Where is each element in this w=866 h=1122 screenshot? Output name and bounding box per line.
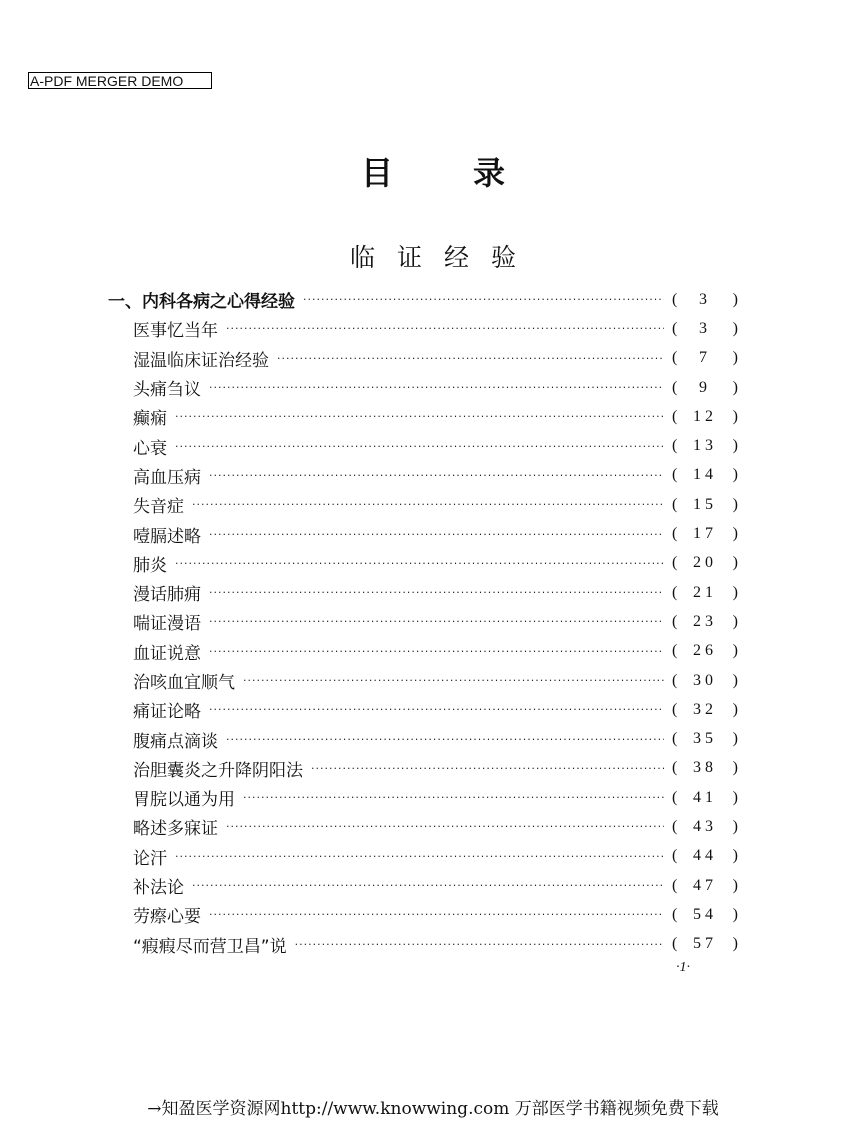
toc-label: 漫话肺痈 bbox=[133, 585, 201, 606]
dot-leader bbox=[243, 791, 664, 804]
footer-text: →知盈医学资源网http://www.knowwing.com 万部医学书籍视频免费下载 bbox=[147, 1099, 719, 1119]
toc-page-number: ( 15 ) bbox=[672, 495, 738, 513]
toc-entry[interactable] bbox=[108, 490, 738, 519]
toc-label: 论汗 bbox=[133, 848, 167, 869]
toc-entry[interactable] bbox=[108, 695, 738, 724]
toc-label: 心衰 bbox=[133, 438, 167, 459]
dot-leader bbox=[226, 820, 664, 833]
toc-entry[interactable] bbox=[108, 900, 738, 929]
table-of-contents bbox=[108, 285, 738, 959]
toc-entry[interactable] bbox=[108, 519, 738, 548]
toc-page-number: ( 14 ) bbox=[672, 466, 738, 484]
toc-entry[interactable] bbox=[108, 549, 738, 578]
toc-entry[interactable] bbox=[108, 607, 738, 636]
toc-entry[interactable] bbox=[108, 344, 738, 373]
toc-label: 噎膈述略 bbox=[133, 526, 201, 547]
toc-page-number: ( 57 ) bbox=[672, 935, 738, 953]
toc-label: “瘕瘕尽而营卫昌”说 bbox=[133, 936, 287, 957]
dot-leader bbox=[226, 322, 664, 335]
toc-page-number: ( 23 ) bbox=[672, 612, 738, 630]
toc-page-number: ( 41 ) bbox=[672, 788, 738, 806]
toc-page-number: ( 35 ) bbox=[672, 730, 738, 748]
toc-page-number: ( 47 ) bbox=[672, 876, 738, 894]
toc-label: 头痛刍议 bbox=[133, 380, 201, 401]
toc-page-number: ( 43 ) bbox=[672, 817, 738, 835]
toc-entry[interactable] bbox=[108, 754, 738, 783]
dot-leader bbox=[209, 528, 664, 541]
toc-page-number: ( 26 ) bbox=[672, 642, 738, 660]
toc-entry[interactable] bbox=[108, 842, 738, 871]
toc-entry[interactable] bbox=[108, 871, 738, 900]
toc-page-number: ( 20 ) bbox=[672, 554, 738, 572]
dot-leader bbox=[209, 615, 664, 628]
page-title: 目录 bbox=[360, 154, 585, 192]
dot-leader bbox=[175, 557, 664, 570]
dot-leader bbox=[175, 410, 664, 423]
toc-section-heading[interactable] bbox=[108, 285, 738, 314]
toc-label: 失音症 bbox=[133, 497, 184, 518]
toc-entry[interactable] bbox=[108, 666, 738, 695]
dot-leader bbox=[192, 498, 664, 511]
dot-leader bbox=[209, 469, 664, 482]
toc-label: 劳瘵心要 bbox=[133, 907, 201, 928]
toc-label: 喘证漫语 bbox=[133, 614, 201, 635]
toc-page-number: ( 9 ) bbox=[672, 378, 738, 396]
watermark-label: A-PDF MERGER DEMO bbox=[28, 72, 212, 89]
toc-page-number: ( 13 ) bbox=[672, 437, 738, 455]
toc-label: 略述多寐证 bbox=[133, 819, 218, 840]
toc-entry[interactable] bbox=[108, 812, 738, 841]
toc-label: 肺炎 bbox=[133, 555, 167, 576]
toc-entry[interactable] bbox=[108, 724, 738, 753]
toc-page-number: ( 17 ) bbox=[672, 525, 738, 543]
toc-label: 一、内科各病之心得经验 bbox=[108, 292, 295, 313]
dot-leader bbox=[311, 762, 664, 775]
dot-leader bbox=[226, 733, 664, 746]
dot-leader bbox=[175, 440, 664, 453]
toc-label: 胃脘以通为用 bbox=[133, 790, 235, 811]
toc-label: 医事忆当年 bbox=[133, 321, 218, 342]
toc-label: 治胆囊炎之升降阴阳法 bbox=[133, 760, 303, 781]
toc-page-number: ( 21 ) bbox=[672, 583, 738, 601]
toc-page-number: ( 3 ) bbox=[672, 290, 738, 308]
dot-leader bbox=[175, 850, 664, 863]
dot-leader bbox=[209, 586, 664, 599]
toc-entry[interactable] bbox=[108, 314, 738, 343]
toc-page-number: ( 7 ) bbox=[672, 349, 738, 367]
dot-leader bbox=[209, 908, 664, 921]
toc-label: 痛证论略 bbox=[133, 702, 201, 723]
toc-label: 湿温临床证治经验 bbox=[133, 350, 269, 371]
toc-page-number: ( 3 ) bbox=[672, 319, 738, 337]
toc-page-number: ( 30 ) bbox=[672, 671, 738, 689]
toc-label: 腹痛点滴谈 bbox=[133, 731, 218, 752]
dot-leader bbox=[192, 879, 664, 892]
dot-leader bbox=[303, 293, 664, 306]
toc-label: 癫痫 bbox=[133, 409, 167, 430]
toc-entry[interactable] bbox=[108, 637, 738, 666]
dot-leader bbox=[295, 938, 664, 951]
toc-entry[interactable] bbox=[108, 930, 738, 959]
dot-leader bbox=[209, 703, 664, 716]
toc-page-number: ( 12 ) bbox=[672, 407, 738, 425]
toc-entry[interactable] bbox=[108, 783, 738, 812]
dot-leader bbox=[209, 645, 664, 658]
toc-entry[interactable] bbox=[108, 578, 738, 607]
section-subtitle: 临证经验 bbox=[349, 243, 538, 272]
toc-page-number: ( 38 ) bbox=[672, 759, 738, 777]
toc-page-number: ( 54 ) bbox=[672, 905, 738, 923]
dot-leader bbox=[243, 674, 664, 687]
toc-page-number: ( 32 ) bbox=[672, 700, 738, 718]
page-folio: ·1· bbox=[676, 960, 690, 975]
toc-entry[interactable] bbox=[108, 431, 738, 460]
toc-label: 高血压病 bbox=[133, 467, 201, 488]
dot-leader bbox=[209, 381, 664, 394]
toc-entry[interactable] bbox=[108, 373, 738, 402]
toc-label: 补法论 bbox=[133, 878, 184, 899]
toc-entry[interactable] bbox=[108, 461, 738, 490]
toc-entry[interactable] bbox=[108, 402, 738, 431]
toc-page-number: ( 44 ) bbox=[672, 847, 738, 865]
dot-leader bbox=[277, 352, 664, 365]
toc-label: 治咳血宜顺气 bbox=[133, 673, 235, 693]
toc-label: 血证说意 bbox=[133, 643, 201, 664]
